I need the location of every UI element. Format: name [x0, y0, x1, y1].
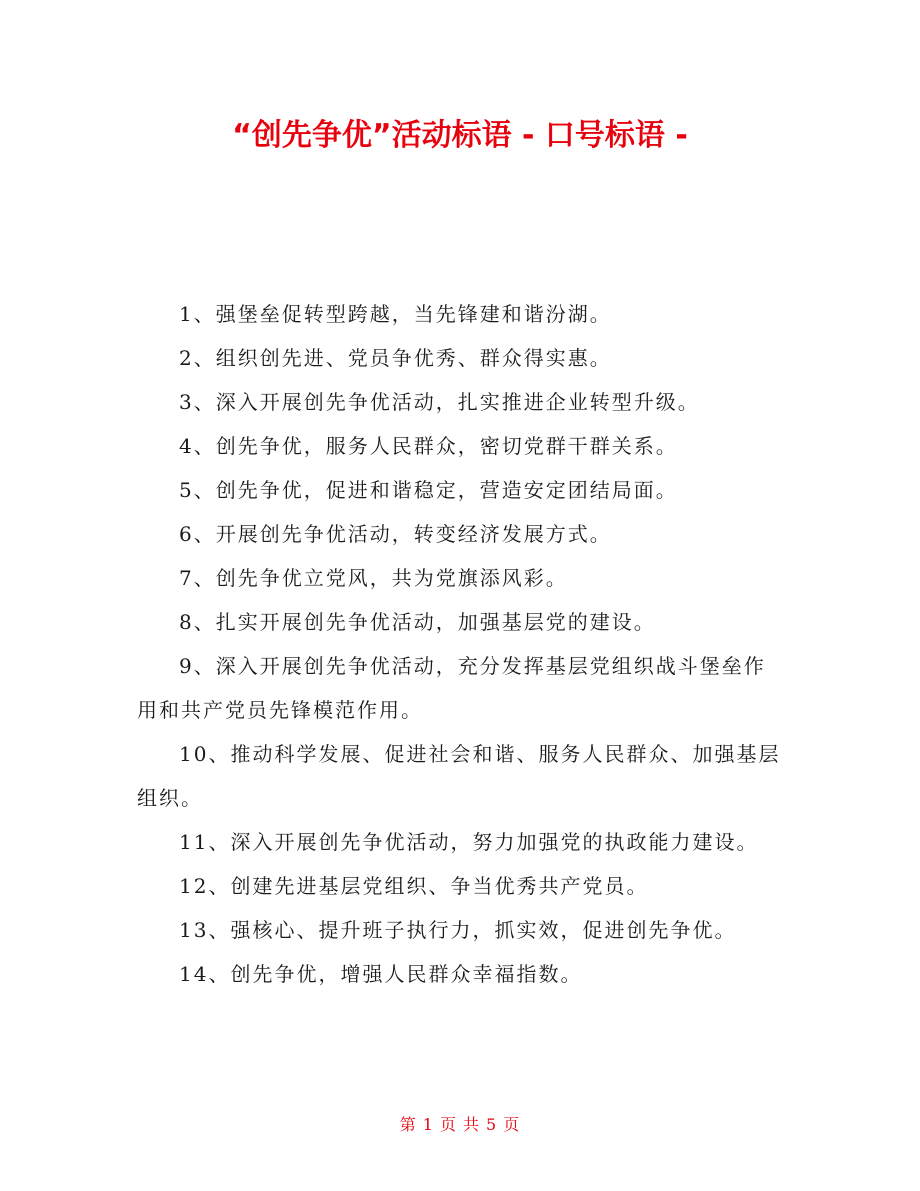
list-item: 6、开展创先争优活动，转变经济发展方式。: [179, 522, 612, 546]
page-label-suffix: 页: [503, 1115, 521, 1134]
page-title: “创先争优”活动标语 - 口号标语 -: [232, 118, 688, 153]
list-item: 3、深入开展创先争优活动，扎实推进企业转型升级。: [179, 390, 700, 414]
list-item: 1、强堡垒促转型跨越，当先锋建和谐汾湖。: [179, 302, 612, 326]
list-item: 11、深入开展创先争优活动，努力加强党的执政能力建设。: [179, 830, 759, 854]
page-number-total: 5: [486, 1115, 498, 1134]
page-label-mid: 页 共: [439, 1115, 481, 1134]
list-item: 12、创建先进基层党组织、争当优秀共产党员。: [179, 874, 649, 898]
list-item: 4、创先争优，服务人民群众，密切党群干群关系。: [179, 434, 678, 458]
list-item: 8、扎实开展创先争优活动，加强基层党的建设。: [179, 610, 656, 634]
list-item: 13、强核心、提升班子执行力，抓实效，促进创先争优。: [179, 918, 737, 942]
page-footer: [0, 1113, 920, 1137]
list-item: 10、推动科学发展、促进社会和谐、服务人民群众、加强基层组织。: [137, 742, 781, 810]
list-item: 5、创先争优，促进和谐稳定，营造安定团结局面。: [179, 478, 678, 502]
page-label-prefix: 第: [399, 1115, 417, 1134]
list-item: 14、创先争优，增强人民群众幸福指数。: [179, 962, 583, 986]
page-number-current: 1: [422, 1115, 434, 1134]
list-item: 2、组织创先进、党员争优秀、群众得实惠。: [179, 346, 612, 370]
slogan-list: [137, 292, 787, 996]
list-item: 7、创先争优立党风，共为党旗添风彩。: [179, 566, 568, 590]
list-item: 9、深入开展创先争优活动，充分发挥基层党组织战斗堡垒作用和共产党员先锋模范作用。: [137, 654, 766, 722]
